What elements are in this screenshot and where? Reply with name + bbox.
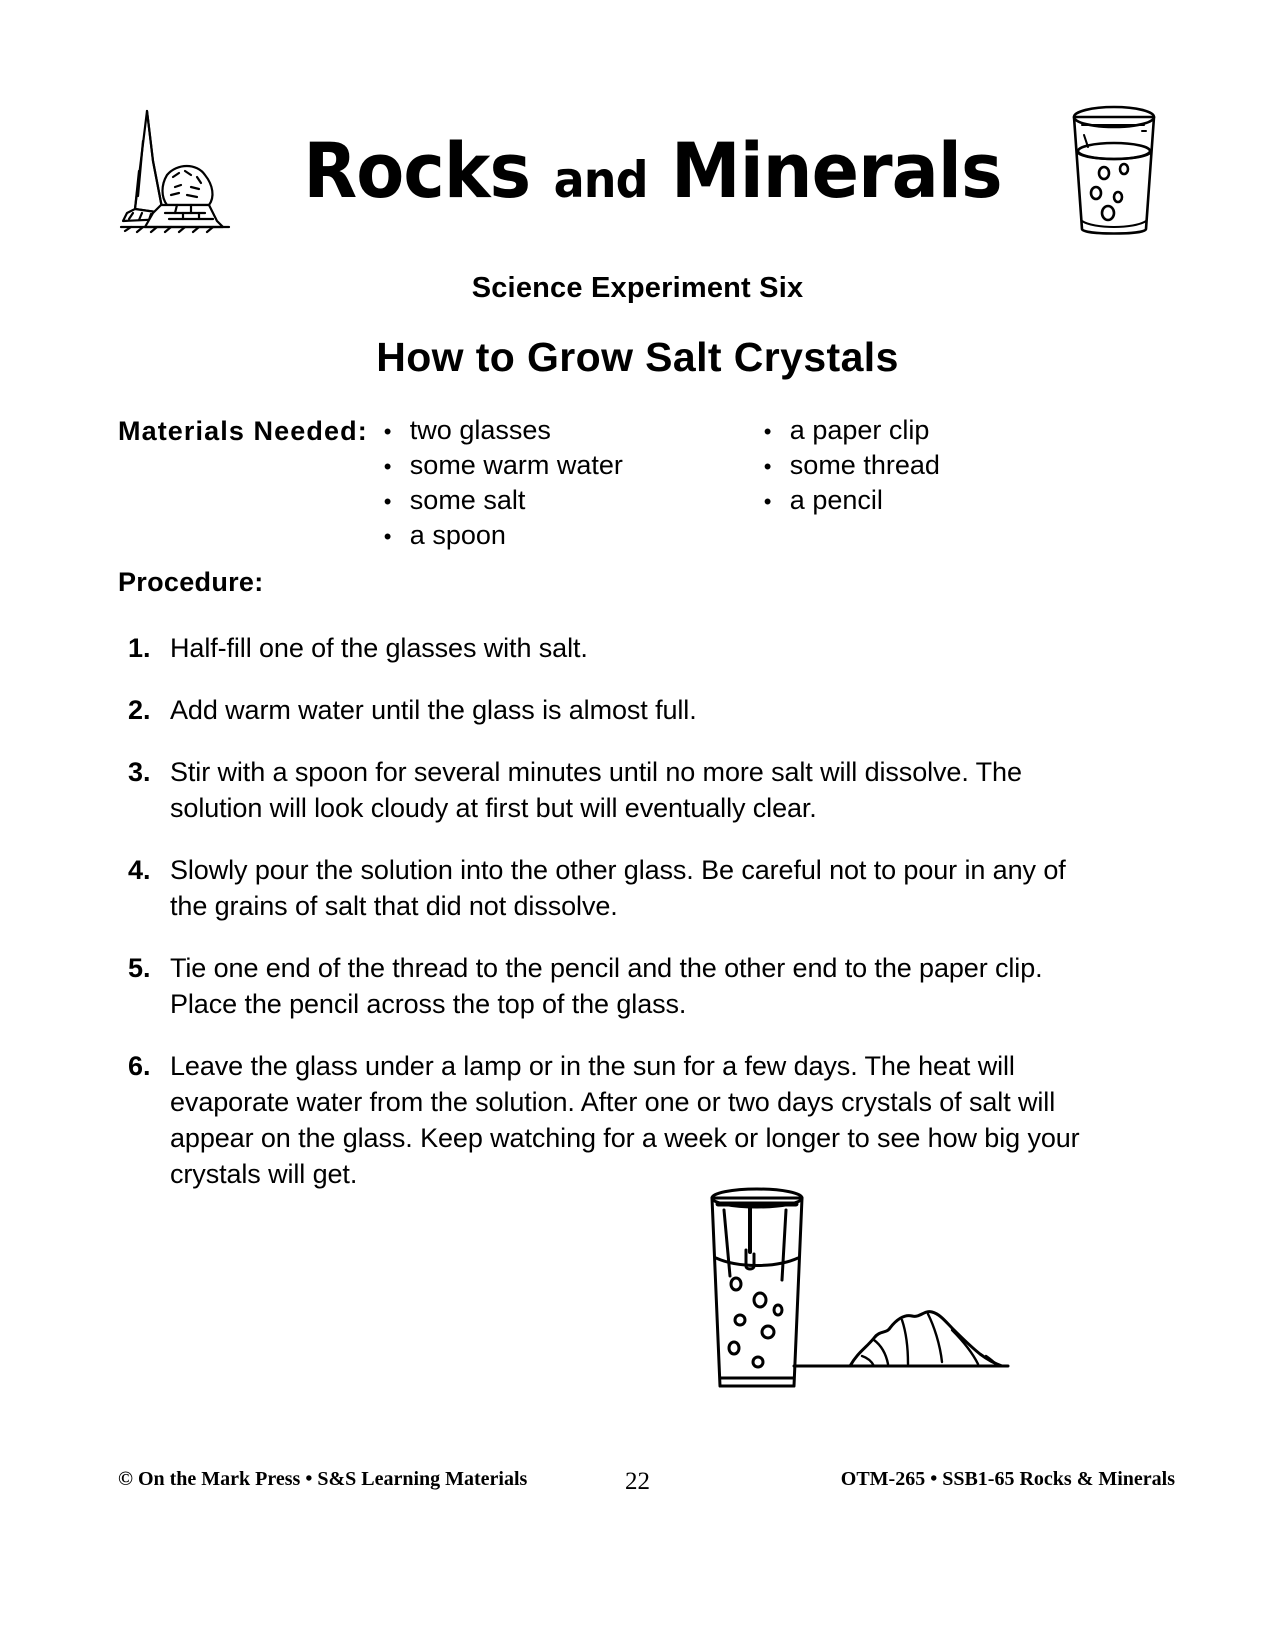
bullet-icon: • [383, 524, 392, 549]
list-item [128, 852, 1088, 924]
title-word-and: and [553, 151, 648, 209]
step-number: 5. [128, 953, 151, 983]
material-label: some salt [409, 485, 526, 515]
page-number: 22 [625, 1468, 650, 1495]
footer-publisher: © On the Mark Press • S&S Learning Materials [118, 1468, 528, 1490]
bullet-icon: • [763, 419, 772, 444]
title-word-minerals: Minerals [671, 126, 1002, 215]
list-item [128, 692, 1088, 728]
bullet-icon: • [383, 454, 392, 479]
list-item [384, 449, 764, 483]
water-glass-icon [1058, 101, 1170, 241]
rock-formation-icon [105, 101, 255, 241]
bullet-icon: • [763, 489, 772, 514]
footer-product-code: OTM-265 • SSB1-65 Rocks & Minerals [840, 1468, 1175, 1490]
experiment-title: How to Grow Salt Crystals [376, 334, 899, 380]
step-number: 4. [128, 855, 151, 885]
page-header [0, 96, 1275, 246]
materials-column-right [764, 414, 940, 554]
step-text: Stir with a spoon for several minutes until no more salt will dissolve. The solution will look cloudy at first but will eventually clear. [170, 757, 1022, 823]
step-number: 1. [128, 633, 151, 663]
materials-section [118, 414, 1148, 554]
bullet-icon: • [763, 454, 772, 479]
list-item [384, 484, 764, 518]
title-word-rocks: Rocks [303, 126, 531, 215]
step-number: 2. [128, 695, 151, 725]
step-text: Slowly pour the solution into the other glass. Be careful not to pour in any of the grains of salt that did not dissolve. [170, 855, 1066, 921]
materials-label: Materials Needed: [118, 416, 368, 446]
experiment-subtitle: Science Experiment Six [471, 272, 804, 304]
list-item [384, 414, 764, 448]
list-item [128, 630, 1088, 666]
material-label: two glasses [409, 415, 551, 445]
procedure-label: Procedure: [118, 567, 264, 597]
step-number: 3. [128, 757, 151, 787]
bullet-icon: • [383, 489, 392, 514]
page-title [303, 126, 1002, 215]
list-item [128, 1048, 1088, 1192]
list-item [384, 519, 764, 553]
material-label: a paper clip [789, 415, 930, 445]
list-item [764, 414, 940, 448]
step-text: Half-fill one of the glasses with salt. [170, 633, 588, 663]
materials-columns [368, 414, 1148, 554]
list-item [128, 950, 1088, 1022]
step-number: 6. [128, 1051, 151, 1081]
list-item [128, 754, 1088, 826]
step-text: Leave the glass under a lamp or in the sun for a few days. The heat will evaporate water from the solution. After one or two days crystals of salt will appear on the glass. Keep watching for a week or longer to see how big your crystals will get. [170, 1051, 1080, 1189]
procedure-steps [128, 630, 1088, 1218]
material-label: a spoon [409, 520, 506, 550]
material-label: some warm water [409, 450, 623, 480]
list-item [764, 484, 940, 518]
material-label: a pencil [789, 485, 883, 515]
material-label: some thread [789, 450, 940, 480]
list-item [764, 449, 940, 483]
glass-with-crystals-and-salt-pile-illustration [690, 1180, 1030, 1395]
materials-column-left [384, 414, 764, 554]
step-text: Add warm water until the glass is almost full. [170, 695, 697, 725]
bullet-icon: • [383, 419, 392, 444]
step-text: Tie one end of the thread to the pencil and the other end to the paper clip. Place the pencil across the top of the glass. [170, 953, 1043, 1019]
